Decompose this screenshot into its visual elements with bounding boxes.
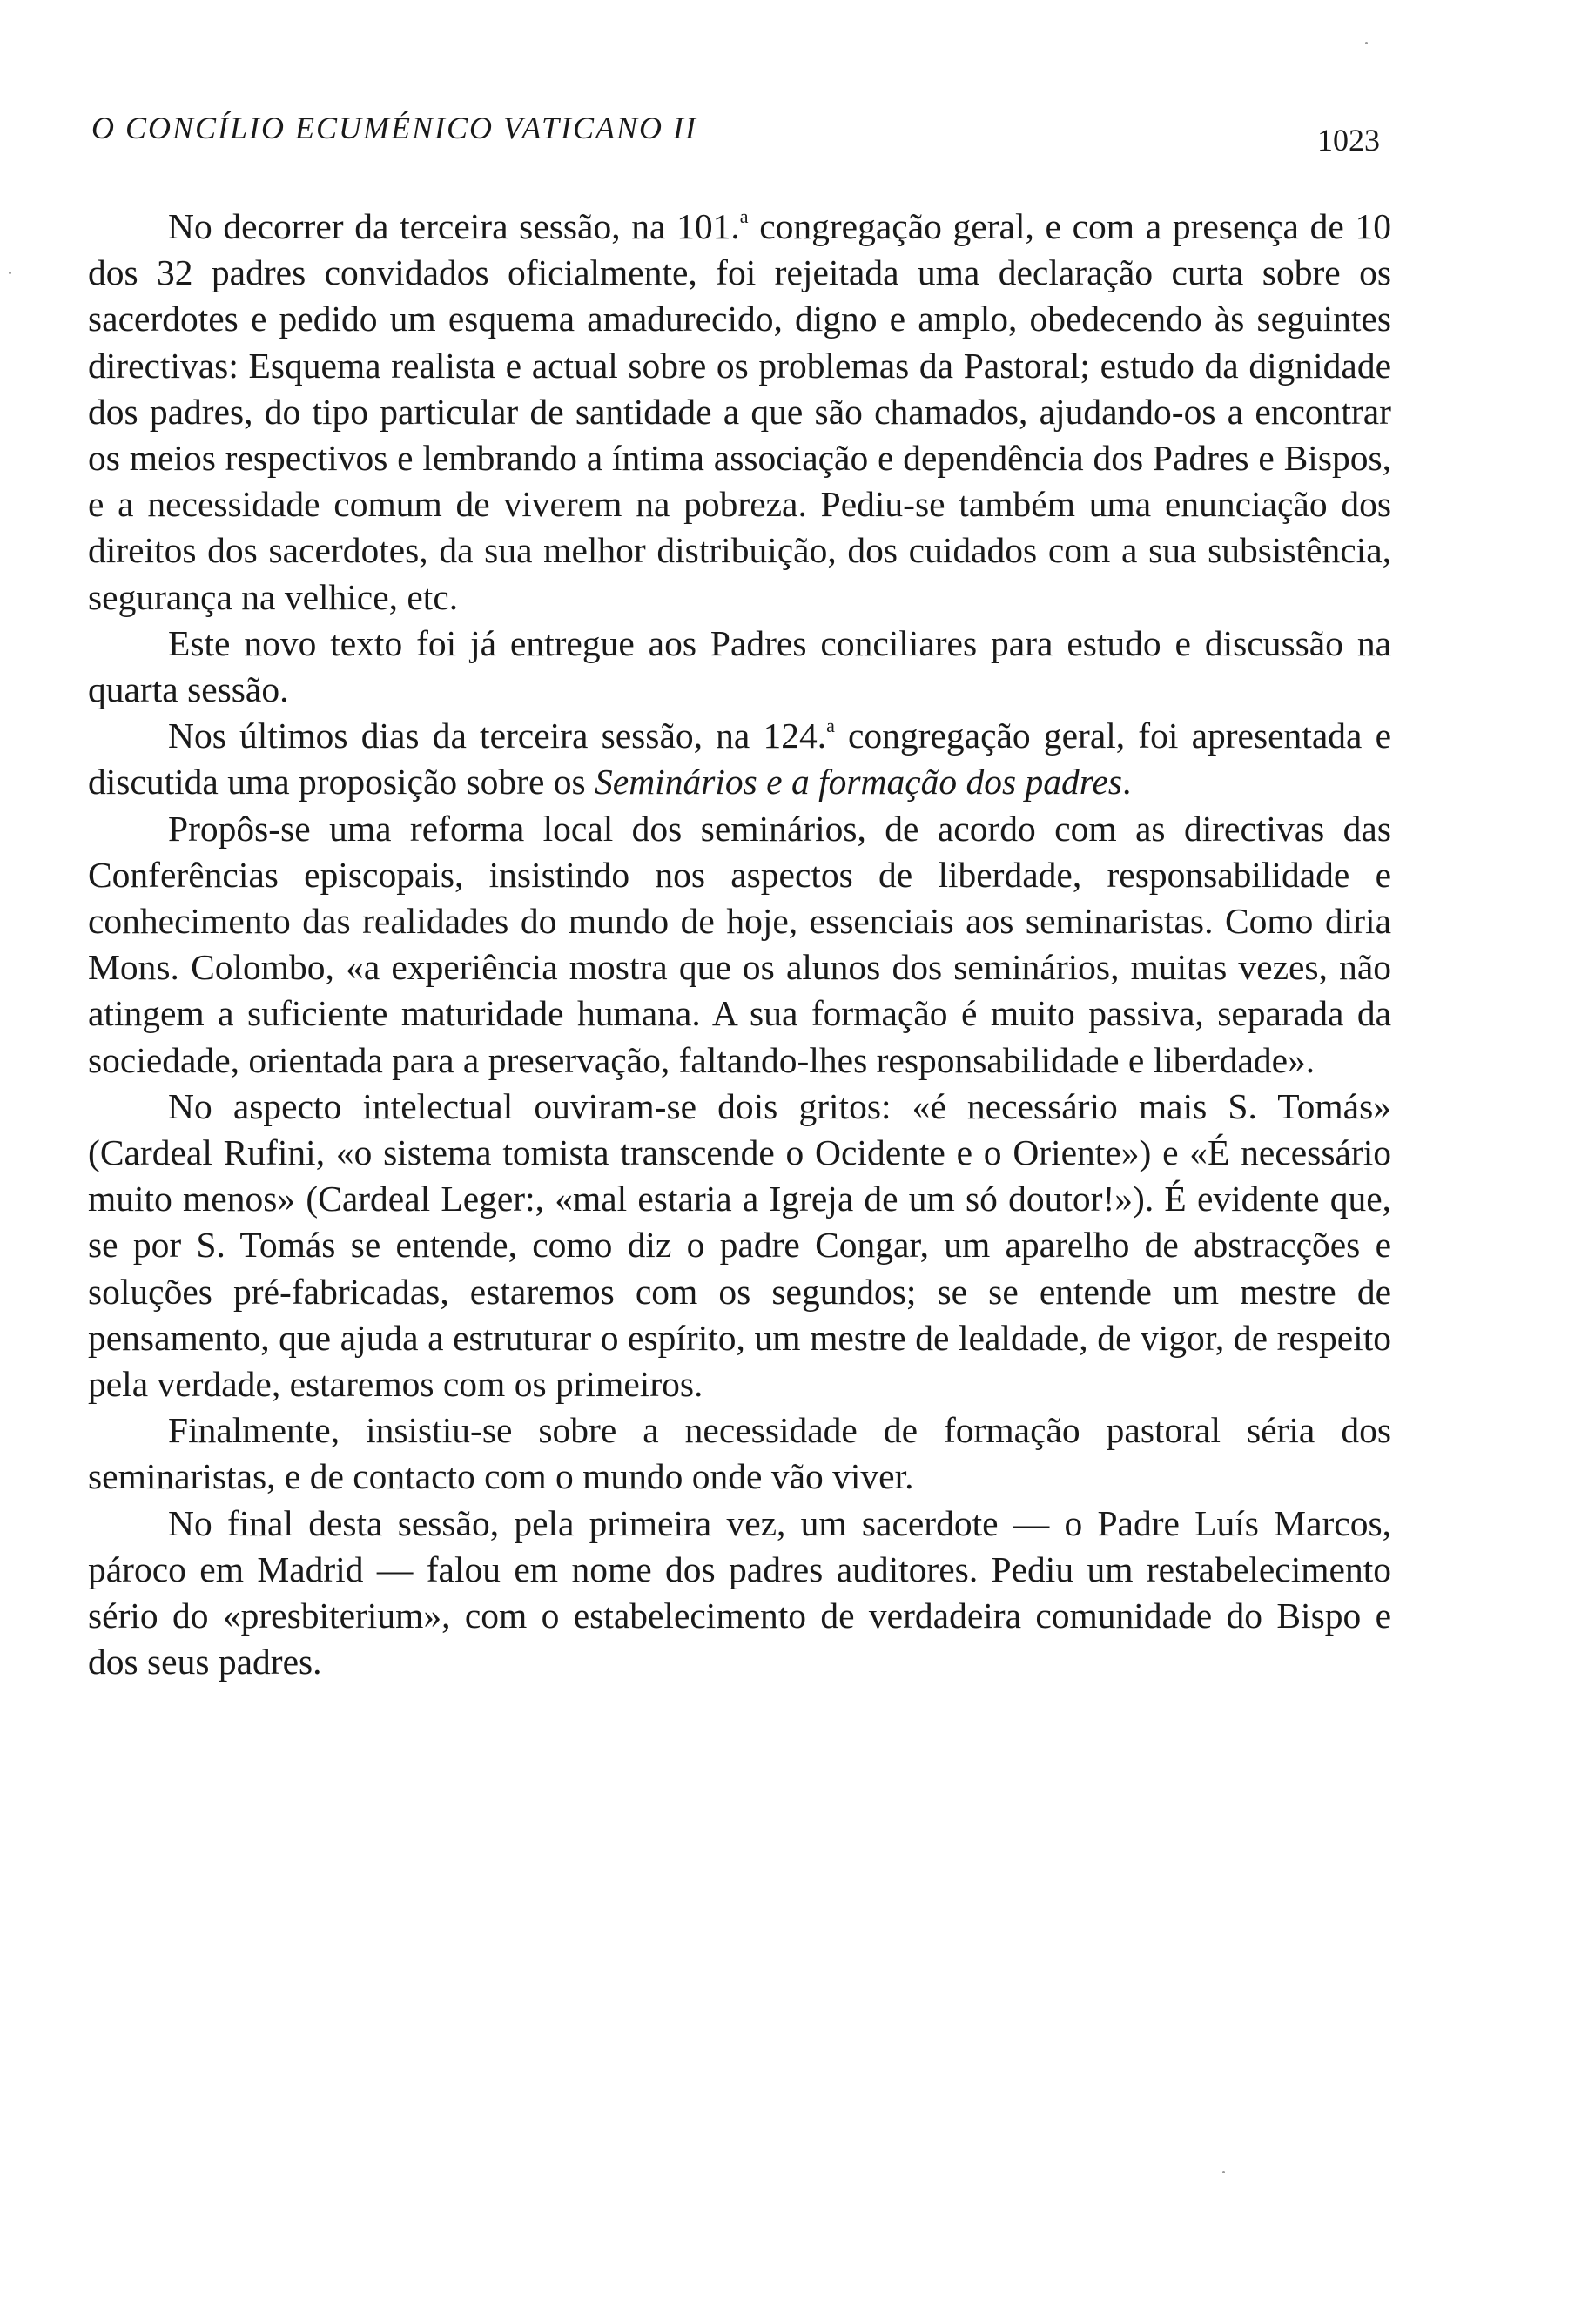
scan-speck bbox=[1365, 42, 1368, 44]
text-run: . bbox=[1122, 762, 1132, 803]
text-run: No aspecto intelectual ouviram-se dois gritos: «é necessário mais S. Tomás» (Cardeal Rufini, «o sistema tomista transcende o Ocidente e o Oriente») e «É necessário muito menos» (Cardeal Leger:, «mal estaria a Igreja de um só doutor!»). É evidente que, se por S. Tomás se entende, como diz o padre Congar, um aparelho de abstracções e soluções pré-fabricadas, estaremos com os segundos; se se entende um mestre de pensamento, que ajuda a estruturar o espírito, um mestre de lealdade, de vigor, de respeito pela verdade, estaremos com os primeiros. bbox=[88, 1085, 1391, 1405]
text-run: Finalmente, insistiu-se sobre a necessidade de formação pastoral séria dos seminaristas, e de contacto com o mundo onde vão viver. bbox=[88, 1410, 1391, 1497]
body-text bbox=[88, 204, 1391, 1686]
running-title: O CONCÍLIO ECUMÉNICO VATICANO II bbox=[91, 111, 697, 145]
scan-speck bbox=[9, 272, 11, 274]
italic-text-run: Seminários e a formação dos padres bbox=[595, 762, 1122, 803]
paragraph bbox=[88, 806, 1391, 1084]
paragraph bbox=[88, 1501, 1391, 1686]
text-run: Propôs-se uma reforma local dos seminários, de acordo com as directivas das Conferências episcopais, insistindo nos aspectos de liberdade, responsabilidade e conhecimento das realidades do mundo de hoje, essenciais aos seminaristas. Como diria Mons. Colombo, «a experiência mostra que os alunos dos seminários, muitas vezes, não atingem a suficiente maturidade humana. A sua formação é muito passiva, separada da sociedade, orientada para a preservação, faltando-lhes responsabilidade e liberdade». bbox=[88, 808, 1391, 1080]
paragraph bbox=[88, 1407, 1391, 1500]
paragraph bbox=[88, 621, 1391, 713]
text-run: congregação geral, e com a presença de 10 dos 32 padres convidados oficialmente, foi rejeitada uma declaração curta sobre os sacerdotes e pedido um esquema amadurecido, digno e amplo, obedecendo às seguintes directivas: Esquema realista e actual sobre os problemas da Pastoral; estudo da dignidade dos padres, do tipo particular de santidade a que são chamados, ajudando-os a encontrar os meios respectivos e lembrando a íntima associação e dependência dos Padres e Bispos, e a necessidade comum de viverem na pobreza. Pediu-se também uma enunciação dos direitos dos sacerdotes, da sua melhor distribuição, dos cuidados com a sua subsistência, segurança na velhice, etc. bbox=[88, 206, 1391, 617]
text-run: Nos últimos dias da terceira sessão, na 124. bbox=[168, 715, 827, 756]
running-header bbox=[91, 110, 1380, 162]
text-run: No final desta sessão, pela primeira vez, um sacerdote — o Padre Luís Marcos, pároco em Madrid — falou em nome dos padres auditores. Pediu um restabelecimento sério do «presbiterium», com o estabelecimento de verdadeira comunidade do Bispo e dos seus padres. bbox=[88, 1502, 1391, 1683]
paragraph bbox=[88, 204, 1391, 621]
ordinal-superscript: a bbox=[739, 205, 749, 227]
text-run: congregação geral, foi apresentada e discutida uma proposição sobre os bbox=[88, 715, 1391, 803]
scan-speck bbox=[1222, 2171, 1225, 2173]
page-number: 1023 bbox=[1317, 123, 1380, 158]
ordinal-superscript: a bbox=[826, 715, 835, 737]
text-run: No decorrer da terceira sessão, na 101. bbox=[168, 206, 740, 246]
text-run: Este novo texto foi já entregue aos Padres conciliares para estudo e discussão na quarta sessão. bbox=[88, 622, 1391, 710]
paragraph bbox=[88, 713, 1391, 805]
paragraph bbox=[88, 1084, 1391, 1407]
